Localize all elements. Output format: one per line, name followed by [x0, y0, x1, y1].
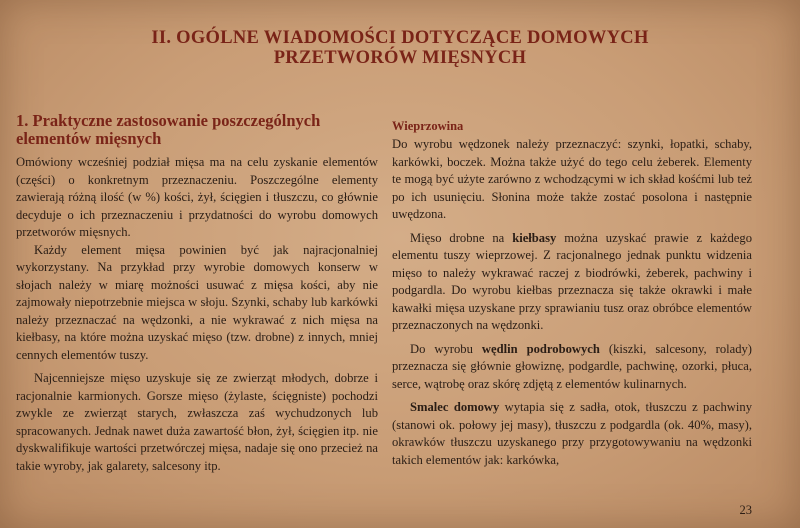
right-paragraph-3	[392, 341, 752, 394]
right-paragraph-2	[392, 230, 752, 335]
page-title-line-2: PRZETWORÓW MIĘSNYCH	[273, 48, 527, 68]
right-column	[392, 136, 752, 469]
section-heading: 1. Praktyczne zastosowanie poszczególnych elementów mięsnych	[16, 111, 321, 148]
term-wedliny-podrobowe: wędlin podrobowych	[481, 341, 600, 356]
left-column	[16, 154, 378, 475]
page-title-line-1: II. OGÓLNE WIADOMOŚCI DOTYCZĄCE DOMOWYCH	[151, 28, 649, 48]
p3-text-before: Do wyrobu	[410, 341, 482, 356]
left-paragraph-2: Każdy element mięsa powinien być jak najracjonalniej wykorzystany. Na przykład przy wyrobie domowych konserw w słojach należy w miarę możności usuwać z mięsa kości, aby nie zajmowały niepotrzebnie miejsca w słoju. Szynki, schaby lub karkówki należy przeznaczać na wędzonki, a nie wykrawać z nich mięsa na kiełbasy, na które można uzyskać mięso (tzw. drobne) z innych, mniej cennych elementów tuszy.	[16, 242, 378, 362]
right-paragraph-4	[392, 399, 752, 469]
left-paragraph-1: Omówiony wcześniej podział mięsa ma na celu zyskanie elementów (części) o konkretnym przeznaczeniu. Poszczególne elementy zawierają różną ilość (w %) kości, żył, ścięgien i tłuszczu, co głównie decyduje o ich przeznaczeniu i przydatności do wyrobu domowych przetworów mięsnych.	[16, 155, 378, 239]
right-paragraph-1: Do wyrobu wędzonek należy przeznaczyć: szynki, łopatki, schaby, karkówki, boczek. Można także użyć do tego celu żeberek. Elementy te mogą być użyte zarówno z wchodzącymi w ich skład kośćmi lub też po ich usunięciu. Słonina może także zostać posolona i następnie uwędzona.	[392, 137, 752, 221]
p2-text-after: można uzyskać prawie z każdego elementu tuszy wieprzowej. Z racjonalnego jednak punktu widzenia mięso to należy wykrawać raczej z biodrówki, żeberek, pachwiny i podgardla. Do wyrobu kiełbas przeznacza się także okrawki i małe kawałki mięsa uzyskane przy sprawianiu tusz oraz obróbce elementów przeznaczonych na wędzonki.	[392, 230, 752, 332]
term-smalec-domowy: Smalec domowy	[410, 400, 500, 414]
page-number: 23	[739, 503, 752, 517]
term-kielbasy: kiełbasy	[512, 230, 557, 245]
p4-text-after: wytapia się z sadła, otok, tłuszczu z pachwiny (stanowi ok. połowy jej masy), tłuszczu z podgardla (ok. 40%, masy), okrawków tłuszczu uzyskanego przy przygotowywaniu na wędzonki takich elementów jak: karkówka,	[392, 400, 752, 467]
p2-text-before: Mięso drobne na	[410, 230, 513, 245]
p3-text-after: (kiszki, salcesony, rolady) przeznacza się głównie głowiznę, podgardle, pachwinę, ozorki, płuca, serce, wątrobę oraz skórę zdjętą z elementów kulinarnych.	[392, 341, 753, 391]
subheading-wieprzowina: Wieprzowina	[392, 119, 464, 133]
left-paragraph-3: Najcenniejsze mięso uzyskuje się ze zwierząt młodych, dobrze i racjonalnie karmionych. Gorsze mięso (żylaste, ścięgniste) pochodzi zwykle ze zwierząt starych, zwłaszcza zaś wychudzonych lub spracowanych. Jednak nawet duża zawartość błon, żył, ścięgien itp. nie dyskwalifikuje wartości przetwórczej mięsa, nadaje się ono przecież na takie wyroby, jak galarety, salcesony itp.	[16, 371, 378, 473]
